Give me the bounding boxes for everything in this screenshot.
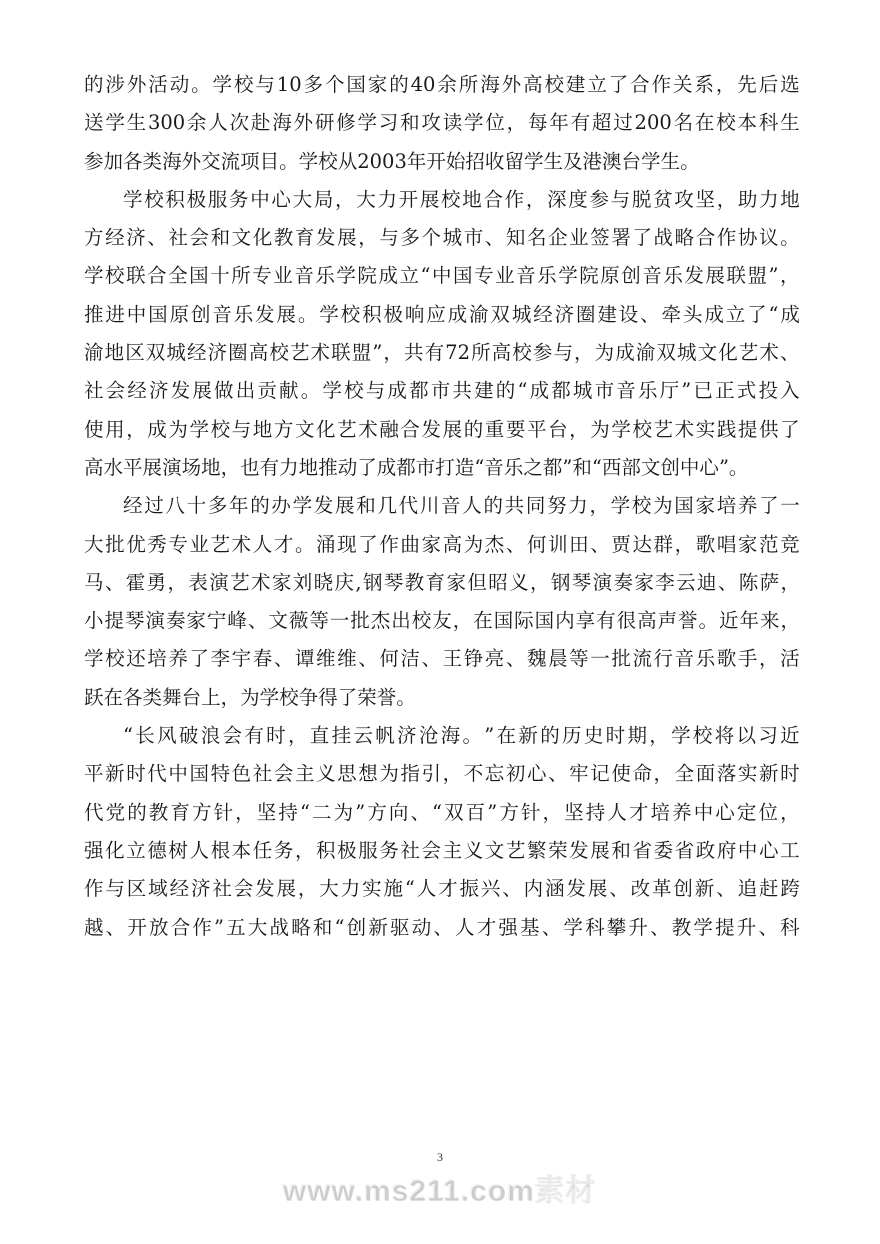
text-line: 的 涉 外 活 动 。 学 校 与 10 多 个 国 家 的 40 余 所 海 外 高 校 建 立 了 合 作 关 系 ， 先 后 选 — [84, 73, 800, 96]
text-line: 推 进 中 国 原 创 音 乐 发 展 。 学 校 积 极 响 应 成 渝 双 城 经 济 圈 建 设 、 牵 头 成 立 了 “ 成 — [84, 302, 800, 326]
text-line: 强 化 立 德 树 人 根 本 任 务 ， 积 极 服 务 社 会 主 义 文 艺 繁 荣 发 展 和 省 委 省 政 府 中 心 工 — [84, 838, 800, 862]
text-line: 社 会 经 济 发 展 做 出 贡 献 。 学 校 与 成 都 市 共 建 的 “ 成 都 城 市 音 乐 厅 ” 已 正 式 投 入 — [84, 379, 800, 403]
text-line: 经 过 八 十 多 年 的 办 学 发 展 和 几 代 川 音 人 的 共 同 努 力 ， 学 校 为 国 家 培 养 了 一 — [123, 494, 800, 518]
text-line: 参 加 各 类 海 外 交 流 项 目 。 学 校 从 2003 年 开 始 招 收 留 学 生 及 港 澳 台 学 生 。 — [84, 149, 700, 173]
text-line: 方 经 济 、 社 会 和 文 化 教 育 发 展 ， 与 多 个 城 市 、 知 名 企 业 签 署 了 战 略 合 作 协 议 。 — [84, 226, 800, 250]
text-line: 学 校 还 培 养 了 李 宇 春 、 谭 维 维 、 何 洁 、 王 铮 亮 、 魏 晨 等 一 批 流 行 音 乐 歌 手 ， 活 — [84, 647, 800, 671]
text-line: 使 用 ， 成 为 学 校 与 地 方 文 化 艺 术 融 合 发 展 的 重 要 平 台 ， 为 学 校 艺 术 实 践 提 供 了 — [84, 417, 800, 441]
text-line: 跃 在 各 类 舞 台 上 ， 为 学 校 争 得 了 荣 誉 。 — [84, 685, 416, 709]
text-line: 平 新 时 代 中 国 特 色 社 会 主 义 思 想 为 指 引 ， 不 忘 初 心 、 牢 记 使 命 ， 全 面 落 实 新 时 — [84, 762, 800, 786]
watermark: www.ms211.com素材 — [282, 1175, 597, 1208]
text-line: 作 与 区 域 经 济 社 会 发 展 ， 大 力 实 施 “ 人 才 振 兴 、 内 涵 发 展 、 改 革 创 新 、 追 赶 跨 — [84, 877, 800, 901]
text-line: 代 党 的 教 育 方 针 ， 坚 持 “ 二 为 ” 方 向 、 “ 双 百 ” 方 针 ， 坚 持 人 才 培 养 中 心 定 位 ， — [84, 800, 800, 824]
text-line: 小 提 琴 演 奏 家 宁 峰 、 文 薇 等 一 批 杰 出 校 友 ， 在 国 际 国 内 享 有 很 高 声 誉 。 近 年 来 ， — [84, 609, 800, 633]
text-line: “ 长 风 破 浪 会 有 时 ， 直 挂 云 帆 济 沧 海 。 ” 在 新 的 历 史 时 期 ， 学 校 将 以 习 近 — [123, 724, 800, 748]
text-line: 马 、 霍 勇 ， 表 演 艺 术 家 刘 晓 庆 , 钢 琴 教 育 家 但 昭 义 ， 钢 琴 演 奏 家 李 云 迪 、 陈 萨 ， — [84, 570, 800, 594]
text-line: 越 、 开 放 合 作 ” 五 大 战 略 和 “ 创 新 驱 动 、 人 才 强 基 、 学 科 攀 升 、 教 学 提 升 、 科 — [84, 915, 800, 939]
text-line: 学 校 积 极 服 务 中 心 大 局 ， 大 力 开 展 校 地 合 作 ， 深 度 参 与 脱 贫 攻 坚 ， 助 力 地 — [123, 187, 800, 211]
page-number: 3 — [437, 1150, 443, 1164]
text-line: 送 学 生 300 余 人 次 赴 海 外 研 修 学 习 和 攻 读 学 位 ， 每 年 有 超 过 200 名 在 校 本 科 生 — [84, 111, 800, 135]
text-line: 渝 地 区 双 城 经 济 圈 高 校 艺 术 联 盟 ” ， 共 有 72 所 高 校 参 与 ， 为 成 渝 双 城 文 化 艺 术 、 — [84, 341, 800, 365]
text-line: 大 批 优 秀 专 业 艺 术 人 才 。 涌 现 了 作 曲 家 高 为 杰 、 何 训 田 、 贾 达 群 ， 歌 唱 家 范 竞 — [84, 532, 800, 556]
text-line: 学 校 联 合 全 国 十 所 专 业 音 乐 学 院 成 立 “ 中 国 专 业 音 乐 学 院 原 创 音 乐 发 展 联 盟 ” ， — [84, 264, 800, 288]
text-line: 高 水 平 展 演 场 地 ， 也 有 力 地 推 动 了 成 都 市 打 造 “ 音 乐 之 都 ” 和 “ 西 部 文 创 中 心 ” 。 — [84, 455, 749, 479]
body-text — [84, 66, 800, 947]
